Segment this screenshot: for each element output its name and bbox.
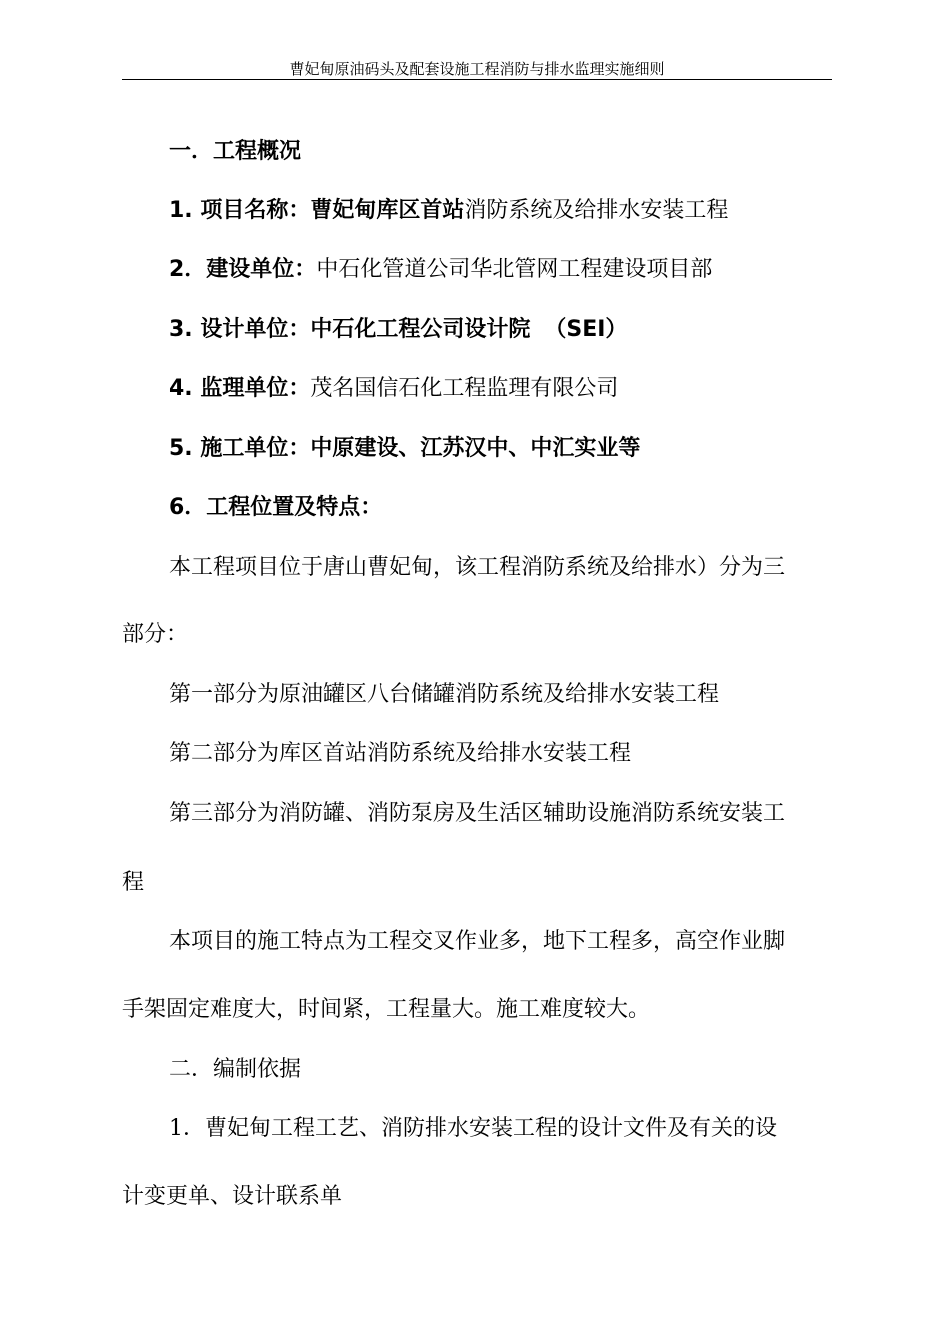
basis-item1-line2: 计变更单、设计联系单 bbox=[122, 1184, 343, 1209]
project-name-line bbox=[122, 199, 879, 223]
feature-text-line2: 手架固定难度大，时间紧，工程量大。施工难度较大。 bbox=[122, 997, 651, 1022]
supervisor-label: 4. 监理单位： bbox=[169, 376, 311, 401]
feature-text-line1: 本项目的施工特点为工程交叉作业多，地下工程多，高空作业脚 bbox=[169, 929, 786, 954]
project-name-value-bold: 曹妃甸库区首站 bbox=[310, 198, 465, 223]
designer-value-bold: 中石化工程公司设计院 bbox=[310, 317, 531, 342]
project-name-value: 消防系统及给排水安装工程 bbox=[464, 198, 729, 223]
section1-heading: 一．工程概况 bbox=[169, 139, 302, 164]
part3-text-line2: 程 bbox=[122, 870, 145, 895]
contractor-line bbox=[122, 437, 879, 461]
contractor-label: 5. 施工单位： bbox=[169, 436, 311, 461]
location-heading: 6．工程位置及特点： bbox=[169, 495, 383, 520]
location-text-line1: 本工程项目位于唐山曹妃甸，该工程消防系统及给排水）分为三 bbox=[169, 555, 786, 580]
contractor-value: 中原建设、江苏汉中、中汇实业等 bbox=[310, 436, 641, 461]
designer-value: （SEI） bbox=[544, 317, 628, 342]
owner-line bbox=[122, 258, 879, 282]
owner-label: 2．建设单位： bbox=[169, 257, 317, 282]
page-header: 曹妃甸原油码头及配套设施工程消防与排水监理实施细则 bbox=[289, 60, 665, 78]
location-text-line2: 部分： bbox=[122, 622, 189, 647]
part3-text-line1: 第三部分为消防罐、消防泵房及生活区辅助设施消防系统安装工 bbox=[169, 801, 786, 826]
part2-text: 第二部分为库区首站消防系统及给排水安装工程 bbox=[169, 741, 632, 766]
designer-line bbox=[122, 318, 879, 342]
project-name-label: 1. 项目名称： bbox=[169, 198, 311, 223]
supervisor-value: 茂名国信石化工程监理有限公司 bbox=[310, 376, 619, 401]
part1-text: 第一部分为原油罐区八台储罐消防系统及给排水安装工程 bbox=[169, 682, 720, 707]
owner-value: 中石化管道公司华北管网工程建设项目部 bbox=[316, 257, 713, 282]
basis-item1-line1: 1．曹妃甸工程工艺、消防排水安装工程的设计文件及有关的设 bbox=[169, 1116, 777, 1141]
section2-heading: 二．编制依据 bbox=[169, 1057, 302, 1082]
supervisor-line bbox=[122, 377, 879, 401]
header-rule bbox=[122, 79, 832, 80]
designer-label: 3. 设计单位： bbox=[169, 317, 311, 342]
